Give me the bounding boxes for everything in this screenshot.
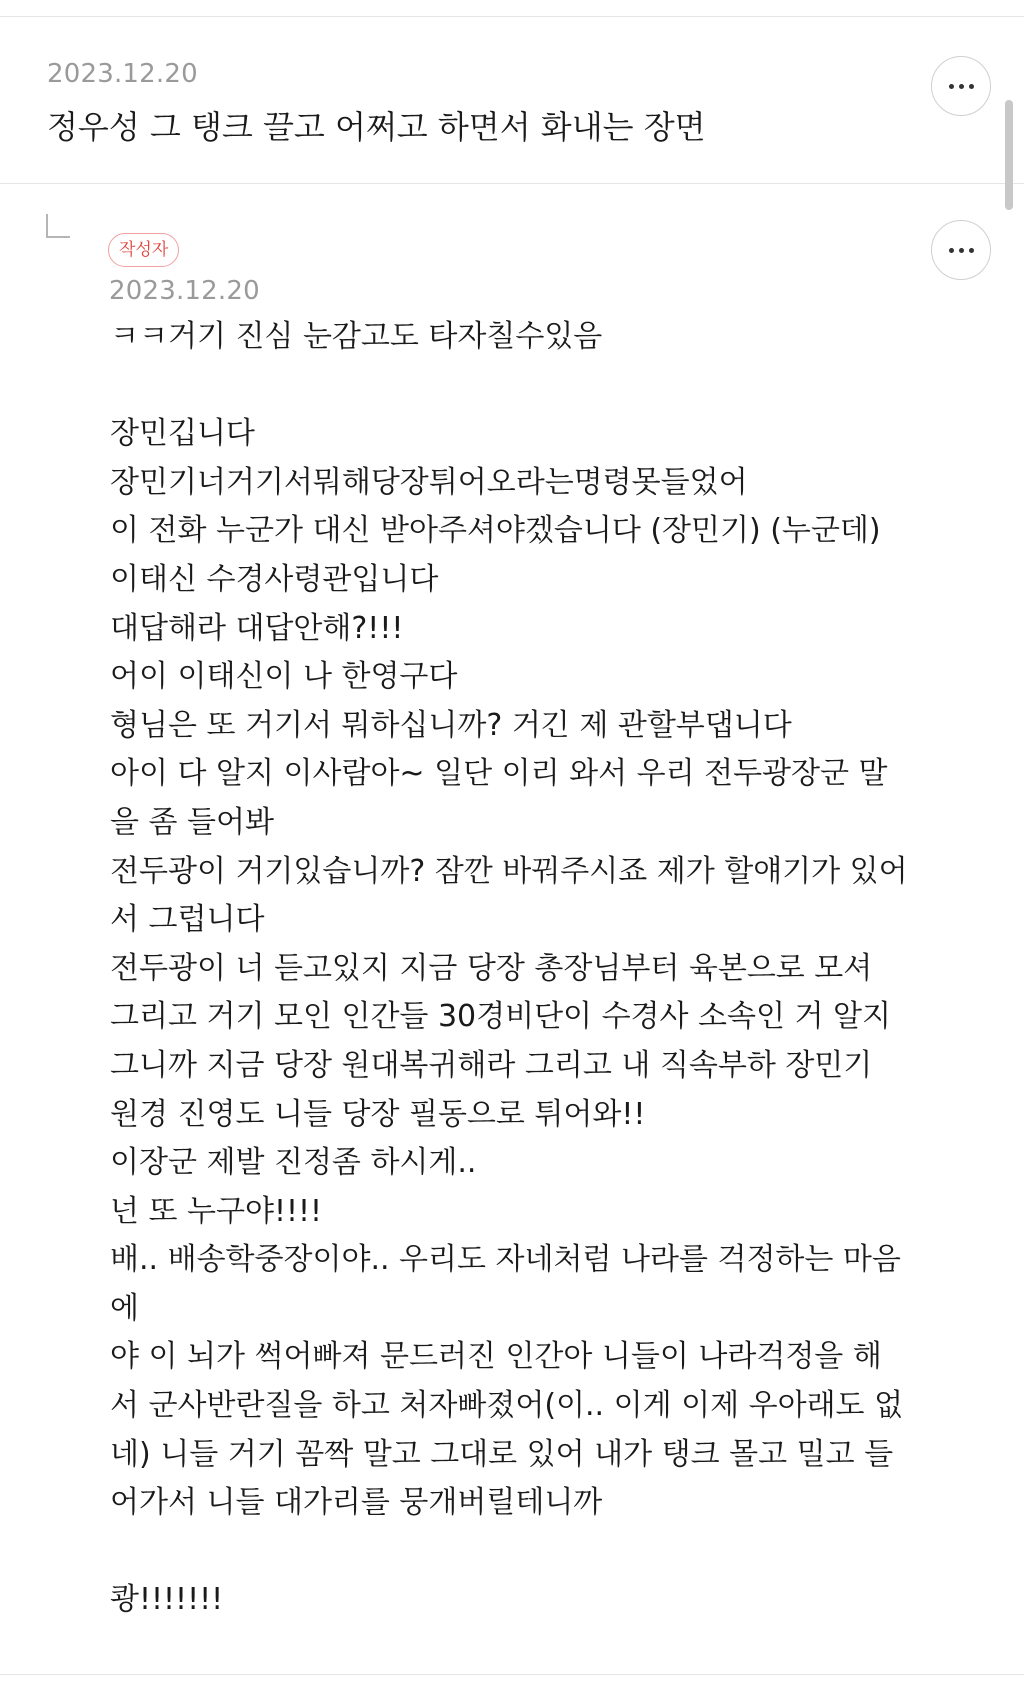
reply-text-line: 네) 니들 거기 꼼짝 말고 그대로 있어 내가 탱크 몰고 밀고 들 (110, 1436, 894, 1472)
reply-text-line: 어이 이태신이 나 한영구다 (110, 659, 458, 695)
reply-text-line: 원경 진영도 니들 당장 필동으로 튀어와!! (110, 1096, 646, 1132)
comment-more-button[interactable] (931, 56, 991, 116)
reply-text-line: 어가서 니들 대가리를 뭉개버릴테니까 (110, 1485, 603, 1521)
reply-text (110, 313, 990, 1625)
reply-text-line: 이장군 제발 진정좀 하시게.. (110, 1145, 477, 1181)
reply-more-button[interactable] (931, 220, 991, 280)
reply-text-line: 넌 또 누구야!!!! (110, 1193, 323, 1229)
reply-text-line: 형님은 또 거기서 뭐하십니까? 거긴 제 관할부댑니다 (110, 707, 792, 743)
reply-text-line: 장민깁니다 (110, 416, 255, 452)
more-horizontal-icon (949, 84, 974, 89)
reply-text-line (110, 1528, 990, 1577)
comment-item (0, 17, 1024, 183)
comment-text: 정우성 그 탱크 끌고 어쩌고 하면서 화내는 장면 (47, 108, 706, 146)
reply-text-line: 쾅!!!!!!! (110, 1582, 224, 1618)
reply-text-line: 아이 다 알지 이사람아~ 일단 이리 와서 우리 전두광장군 말 (110, 756, 888, 792)
reply-text-line (110, 362, 990, 411)
reply-text-line: ㅋㅋ거기 진심 눈감고도 타자칠수있음 (110, 319, 603, 354)
reply-text-line: 서 군사반란질을 하고 처자빠졌어(이.. 이게 이제 우아래도 없 (110, 1388, 904, 1424)
reply-date: 2023.12.20 (109, 276, 260, 306)
reply-text-line: 을 좀 들어봐 (110, 804, 274, 840)
reply-text-line: 이 전화 누군가 대신 받아주셔야겠습니다 (장민기) (누군데) (110, 513, 881, 549)
reply-text-line: 그니까 지금 당장 원대복귀해라 그리고 내 직속부하 장민기 (110, 1047, 873, 1083)
reply-text-line: 이태신 수경사령관입니다 (110, 561, 439, 597)
author-badge: 작성자 (108, 233, 179, 267)
reply-text-line: 대답해라 대답안해?!!! (110, 610, 404, 646)
scrollbar[interactable] (1005, 100, 1013, 210)
reply-text-line: 그리고 거기 모인 인간들 30경비단이 수경사 소속인 거 알지 (110, 999, 892, 1035)
reply-text-line: 야 이 뇌가 썩어빠져 문드러진 인간아 니들이 나라걱정을 해 (110, 1339, 882, 1375)
reply-item (0, 184, 1024, 1674)
comment-date: 2023.12.20 (47, 59, 198, 89)
reply-text-line: 장민기너거기서뭐해당장튀어오라는명령못들었어 (110, 464, 748, 500)
reply-text-line: 전두광이 거기있습니까? 잠깐 바꿔주시죠 제가 할얘기가 있어 (110, 853, 908, 889)
bottom-divider (0, 1674, 1024, 1675)
reply-text-line: 전두광이 너 듣고있지 지금 당장 총장님부터 육본으로 모셔 (110, 950, 873, 986)
reply-text-line: 서 그럽니다 (110, 902, 265, 938)
reply-arrow-icon (46, 214, 70, 238)
reply-text-line: 배.. 배송학중장이야.. 우리도 자네처럼 나라를 걱정하는 마음 (110, 1242, 901, 1278)
more-horizontal-icon (949, 248, 974, 253)
reply-text-line: 에 (110, 1290, 139, 1326)
